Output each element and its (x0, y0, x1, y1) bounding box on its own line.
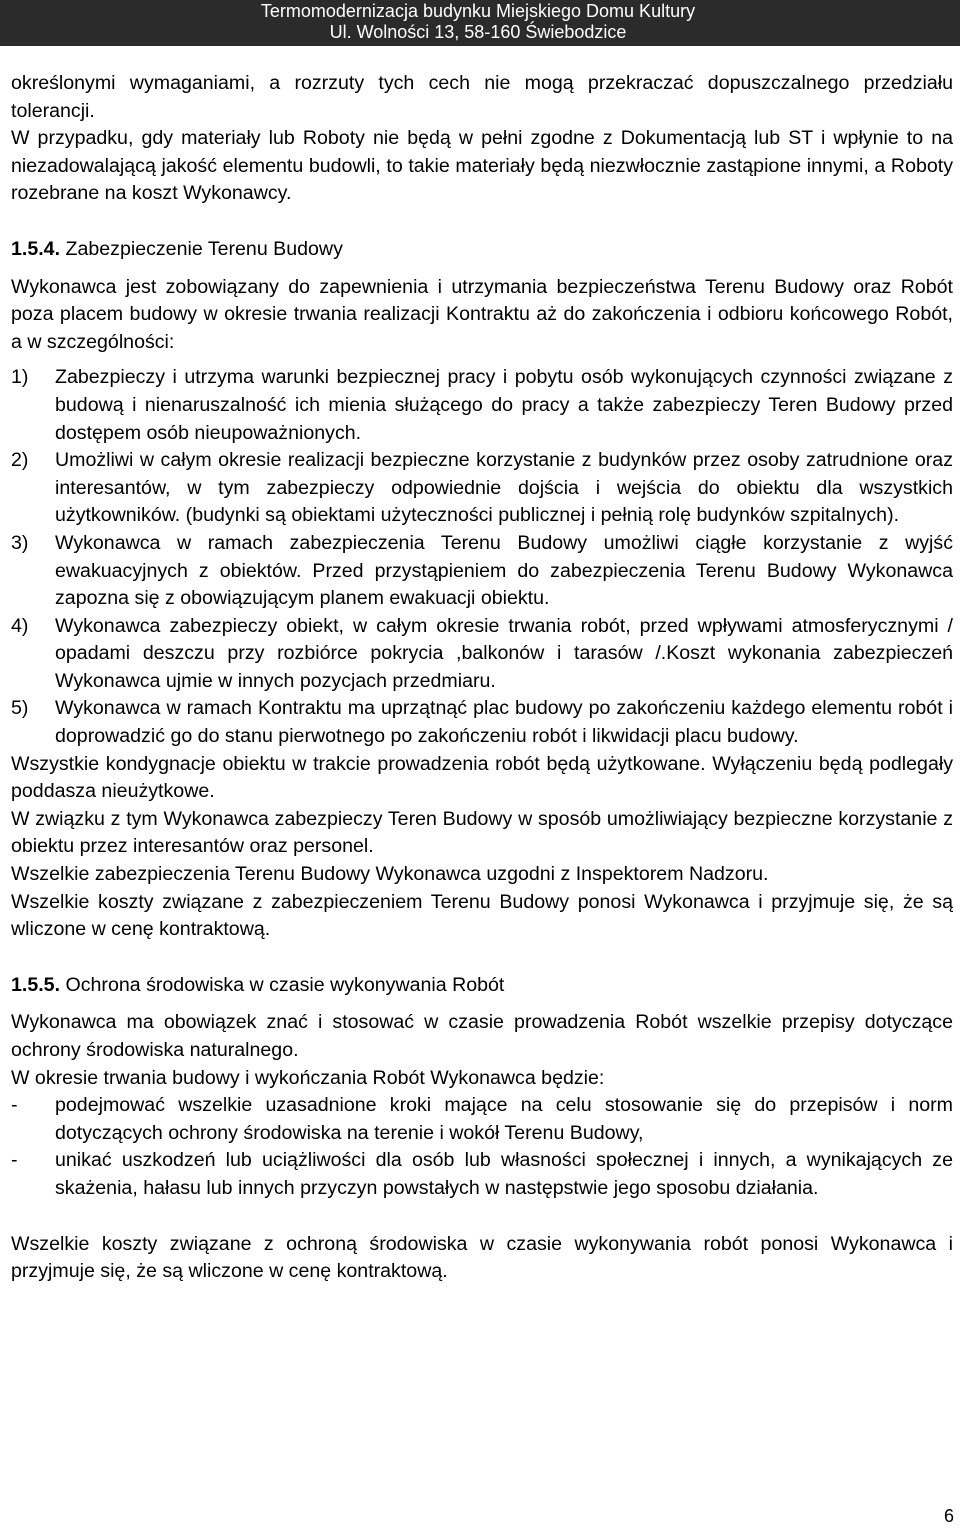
environment-paragraph-1: Wykonawca ma obowiązek znać i stosować w czasie prowadzenia Robót wszelkie przepisy dotyczące ochrony środowiska naturalnego. (11, 1011, 953, 1061)
list-item (11, 447, 953, 530)
list-item-text: Wykonawca w ramach Kontraktu ma uprzątnąć plac budowy po zakończeniu każdego elementu robót i doprowadzić go do stanu pierwotnego po zakończeniu robót i likwidacji placu budowy. (55, 697, 953, 748)
page-header (0, 0, 960, 46)
intro-paragraph-2: W przypadku, gdy materiały lub Roboty nie będą w pełni zgodne z Dokumentacją lub ST i wpłynie to na niezadowalającą jakość elementu budowli, to takie materiały będą niezwłocznie zastąpione innymi, a Roboty rozebrane na koszt Wykonawcy. (11, 127, 953, 205)
list-item-text: Zabezpieczy i utrzyma warunki bezpiecznej pracy i pobytu osób wykonujących czynności związane z budową i nienaruszalność ich mienia służącego do pracy a także zabezpieczy Teren Budowy przed dostępem osób nieupoważnionych. (55, 366, 953, 444)
list-item (11, 530, 953, 613)
section-title: Zabezpieczenie Terenu Budowy (65, 237, 343, 260)
list-item-text: podejmować wszelkie uzasadnione kroki mające na celu stosowanie się do przepisów i norm dotyczących ochrony środowiska na terenie i wokół Terenu Budowy, (55, 1094, 953, 1144)
header-address: Ul. Wolności 13, 58-160 Świebodzice (329, 22, 627, 42)
section-number: 1.5.4. (11, 237, 61, 260)
environment-paragraph-2: W okresie trwania budowy i wykończania Robót Wykonawca będzie: (11, 1066, 605, 1089)
list-marker: 1) (11, 366, 29, 389)
closing-paragraph: Wszelkie koszty związane z ochroną środowiska w czasie wykonywania robót ponosi Wykonawca i przyjmuje się, że są wliczone w cenę kontraktową. (11, 1232, 953, 1283)
list-item-text: Wykonawca zabezpieczy obiekt, w całym okresie trwania robót, przed wpływami atmosferycznymi / opadami deszczu przy rozbiórce pokrycia ,balkonów i tarasów /.Koszt wykonania zabezpieczeń Wykonawca ujmie w innych pozycjach przedmiaru. (55, 614, 953, 692)
header-text (228, 1, 728, 43)
section-heading-1-5-5 (11, 972, 953, 1000)
safety-measures-list (11, 364, 953, 750)
section-1-5-4-intro: Wykonawca jest zobowiązany do zapewnienia i utrzymania bezpieczeństwa Terenu Budowy oraz Robót poza placem budowy w okresie trwania realizacji Kontraktu aż do zakończenia i odbioru końcowego Robót, a w szczególności: (11, 275, 953, 353)
document-body (11, 70, 953, 1286)
list-marker: - (11, 1149, 18, 1172)
list-item (11, 1147, 953, 1202)
inspector-paragraph: Wszelkie zabezpieczenia Terenu Budowy Wykonawca uzgodni z Inspektorem Nadzoru. (11, 863, 769, 886)
list-item (11, 695, 953, 750)
section-title: Ochrona środowiska w czasie wykonywania Robót (65, 973, 505, 996)
list-marker: 3) (11, 531, 29, 554)
intro-paragraph-1: określonymi wymaganiami, a rozrzuty tych cech nie mogą przekraczać dopuszczalnego przedziału tolerancji. (11, 72, 953, 122)
list-item-text: Umożliwi w całym okresie realizacji bezpieczne korzystanie z budynków przez osoby zatrudnione oraz interesantów, w tym zabezpieczy odpowiednie dojścia i wejścia do obiektu dla wszystkich użytkowników. (budynki są obiektami użyteczności publicznej i pełnią rolę budynków szpitalnych). (55, 449, 953, 527)
list-marker: 2) (11, 449, 29, 472)
list-item-text: Wykonawca w ramach zabezpieczenia Terenu Budowy umożliwi ciągłe korzystanie z wyjść ewakuacyjnych z obiektów. Przed przystąpieniem do zabezpieczenia Terenu Budowy Wykonawca zapozna się z obowiązującym planem ewakuacji obiektu. (55, 531, 953, 610)
header-title: Termomodernizacja budynku Miejskiego Domu Kultury (260, 1, 696, 21)
list-marker: - (11, 1094, 18, 1117)
list-marker: 5) (11, 697, 29, 720)
costs-paragraph: Wszelkie koszty związane z zabezpieczeniem Terenu Budowy ponosi Wykonawca i przyjmuje się, że są wliczone w cenę kontraktową. (11, 890, 953, 941)
section-heading-1-5-4 (11, 236, 953, 264)
list-item (11, 1092, 953, 1147)
page-number: 6 (943, 1506, 954, 1526)
list-item (11, 613, 953, 696)
usage-paragraph: Wszystkie kondygnacje obiektu w trakcie prowadzenia robót będą użytkowane. Wyłączeniu będą podlegały poddasza nieużytkowe. (11, 752, 953, 803)
list-marker: 4) (11, 614, 29, 637)
protection-paragraph: W związku z tym Wykonawca zabezpieczy Teren Budowy w sposób umożliwiający bezpieczne korzystanie z obiektu przez interesantów oraz personel. (11, 807, 953, 858)
section-number: 1.5.5. (11, 973, 61, 996)
environment-list (11, 1092, 953, 1202)
list-item (11, 364, 953, 447)
list-item-text: unikać uszkodzeń lub uciążliwości dla osób lub własności społecznej i innych, a wynikających ze skażenia, hałasu lub innych przyczyn powstałych w następstwie jego sposobu działania. (55, 1149, 953, 1199)
